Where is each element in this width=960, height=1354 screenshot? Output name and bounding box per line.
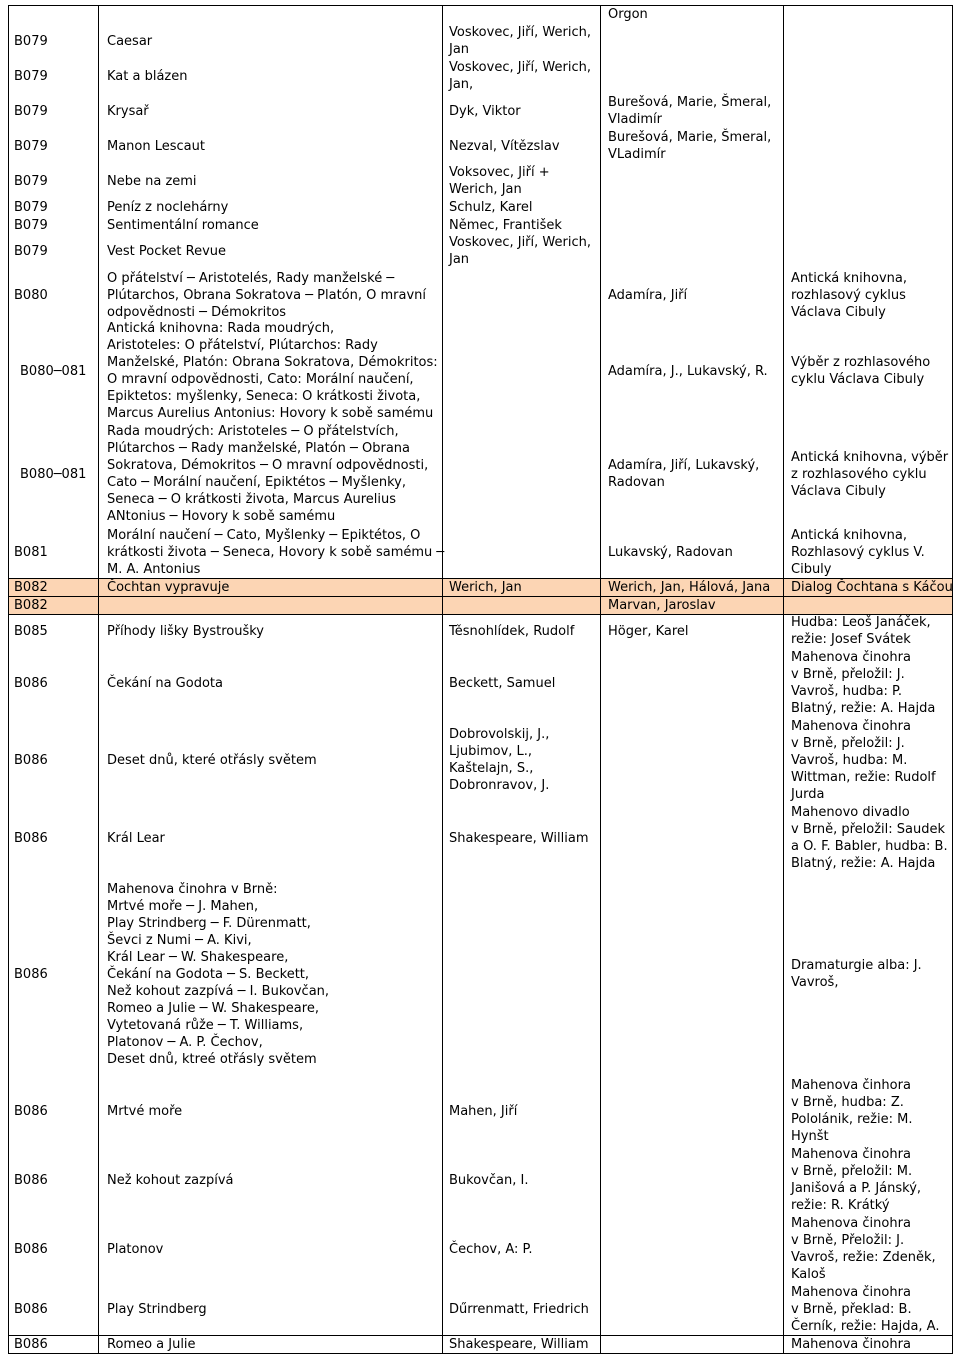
- cell-title: Kat a blázen: [107, 69, 188, 84]
- cell-author: Voksovec, Jiří + Werich, Jan: [449, 165, 550, 197]
- cell-author: Beckett, Samuel: [449, 676, 556, 691]
- cell-note: Antická knihovna, Rozhlasový cyklus V. Cibuly: [791, 528, 925, 577]
- cell-title: Příhody lišky Bystroušky: [107, 624, 264, 639]
- column-divider: [783, 5, 784, 1354]
- cell-title: Deset dnů, které otřásly světem: [107, 753, 317, 768]
- cell-note: Mahenovo divadlo v Brně, přeložil: Saudek a O. F. Babler, hudba: B. Blatný, režie: A. Hajda: [791, 805, 948, 871]
- row-divider: [8, 596, 953, 597]
- cell-title: Mrtvé moře: [107, 1104, 183, 1119]
- cell-title: Rada moudrých: Aristoteles ─ O přátelstvích, Plútarchos ─ Rady manželské, Platón ─ Obrana Sokratova, Démokritos ─ O mravní odpovědnosti, Cato ─ Morální naučení, Epiktétos ─ Myšlenky, Seneca ─ O krátkosti života, Marcus Aurelius ANtonius ─ Hovory k sobě samému: [107, 424, 429, 524]
- cell-title: Král Lear: [107, 831, 165, 846]
- cell-note: Mahenova činohra v Brně, přeložil: J. Vavroš, hudba: P. Blatný, režie: A. Hajda: [791, 650, 936, 716]
- cell-note: Mahenova činohra v Brně, překlad: B. Černík, režie: Hajda, A.: [791, 1285, 940, 1334]
- cell-author: Shakespeare, William: [449, 831, 589, 846]
- cell-code: B086: [14, 753, 48, 768]
- cell-title: Caesar: [107, 34, 153, 49]
- cell-title: Romeo a Julie: [107, 1337, 196, 1352]
- cell-author: Werich, Jan: [449, 580, 522, 595]
- cell-code: B080: [14, 288, 48, 303]
- cell-code: B082: [14, 598, 48, 613]
- cell-title: Manon Lescaut: [107, 139, 205, 154]
- cell-code: B080─081: [20, 467, 87, 482]
- cell-title: O přátelství ─ Aristotelés, Rady manželské ─ Plútarchos, Obrana Sokratova ─ Platón, O mravní odpovědnosti ─ Démokritos: [107, 271, 427, 320]
- cell-note: Mahenova činohra v Brně, Přeložil: J. Vavroš, režie: Zdeněk, Kaloš: [791, 1216, 936, 1282]
- header-cell-orgon: Orgon: [608, 7, 648, 22]
- cell-code: B086: [14, 1242, 48, 1257]
- cell-code: B086: [14, 1302, 48, 1317]
- cell-note: Hudba: Leoš Janáček, režie: Josef Svátek: [791, 615, 931, 647]
- cell-code: B079: [14, 174, 48, 189]
- cell-code: B079: [14, 69, 48, 84]
- cell-author: Voskovec, Jiří, Werich, Jan,: [449, 60, 591, 92]
- cell-author: Mahen, Jiří: [449, 1104, 518, 1119]
- cell-author: Shakespeare, William: [449, 1337, 589, 1352]
- cell-author: Dobrovolskij, J., Ljubimov, L., Kaštelajn, S., Dobronravov, J.: [449, 727, 550, 793]
- cell-performers: Höger, Karel: [608, 624, 689, 639]
- column-divider: [442, 5, 443, 1354]
- cell-performers: Marvan, Jaroslav: [608, 598, 716, 613]
- cell-code: B079: [14, 244, 48, 259]
- cell-code: B086: [14, 1104, 48, 1119]
- cell-author: Čechov, A: P.: [449, 1242, 533, 1257]
- cell-title: Mahenova činohra v Brně: Mrtvé moře ─ J. Mahen, Play Strindberg ─ F. Dürenmatt, Ševci z Numi ─ A. Kivi, Král Lear ─ W. Shakespeare, Čekání na Godota ─ S. Beckett, Než kohout zazpívá ─ I. Bukovčan, Romeo a Julie ─ W. Shakespeare, Vytetovaná růže ─ T. Williams, Platonov ─ A. P. Čechov, Deset dnů, ktreé otřásly světem: [107, 882, 330, 1067]
- cell-performers: Lukavský, Radovan: [608, 545, 733, 560]
- cell-author: Voskovec, Jiří, Werich, Jan: [449, 235, 591, 267]
- cell-note: Mahenova činohra: [791, 1337, 911, 1352]
- cell-title: Play Strindberg: [107, 1302, 207, 1317]
- cell-performers: Adamíra, Jiří: [608, 288, 688, 303]
- cell-note: Výběr z rozhlasového cyklu Václava Cibuly: [791, 355, 931, 387]
- cell-author: Dyk, Viktor: [449, 104, 521, 119]
- cell-code: B086: [14, 1173, 48, 1188]
- cell-author: Schulz, Karel: [449, 200, 533, 215]
- cell-title: Než kohout zazpívá: [107, 1173, 234, 1188]
- cell-note: Antická knihovna, rozhlasový cyklus Václava Cibuly: [791, 271, 907, 320]
- cell-author: Bukovčan, I.: [449, 1173, 529, 1188]
- cell-code: B085: [14, 624, 48, 639]
- cell-code: B079: [14, 139, 48, 154]
- cell-title: Platonov: [107, 1242, 164, 1257]
- cell-title: Morální naučení ─ Cato, Myšlenky ─ Epiktétos, O krátkosti života ─ Seneca, Hovory k sobě samému ─ M. A. Antonius: [107, 528, 445, 577]
- cell-note: Mahenova činohra v Brně, přeložil: J. Vavroš, hudba: M. Wittman, režie: Rudolf Jurda: [791, 719, 936, 802]
- cell-note: Dialog Čochtana s Káčou: [791, 580, 953, 595]
- cell-title: Nebe na zemi: [107, 174, 197, 189]
- cell-performers: Werich, Jan, Hálová, Jana: [608, 580, 771, 595]
- cell-note: Mahenova činhora v Brně, hudba: Z. Pololánik, režie: M. Hynšt: [791, 1078, 913, 1144]
- cell-code: B079: [14, 104, 48, 119]
- cell-code: B079: [14, 200, 48, 215]
- cell-title: Čochtan vypravuje: [107, 580, 230, 595]
- cell-author: Voskovec, Jiří, Werich, Jan: [449, 25, 591, 57]
- cell-author: Nezval, Vítězslav: [449, 139, 560, 154]
- column-divider: [98, 5, 99, 1354]
- cell-note: Antická knihovna, výběr z rozhlasového cyklu Václava Cibuly: [791, 450, 949, 499]
- cell-code: B080─081: [20, 364, 87, 379]
- cell-code: B086: [14, 676, 48, 691]
- cell-title: Čekání na Godota: [107, 676, 223, 691]
- cell-title: Krysař: [107, 104, 149, 119]
- cell-performers: Burešová, Marie, Šmeral, VLadimír: [608, 130, 772, 162]
- cell-title: Vest Pocket Revue: [107, 244, 227, 259]
- column-divider: [600, 5, 601, 1354]
- cell-performers: Adamíra, Jiří, Lukavský, Radovan: [608, 458, 760, 490]
- cell-code: B086: [14, 1337, 48, 1352]
- cell-code: B079: [14, 218, 48, 233]
- cell-code: B086: [14, 967, 48, 982]
- cell-code: B086: [14, 831, 48, 846]
- cell-note: Dramaturgie alba: J. Vavroš,: [791, 958, 922, 990]
- cell-author: Těsnohlídek, Rudolf: [449, 624, 575, 639]
- cell-title: Antická knihovna: Rada moudrých, Aristoteles: O přátelství, Plútarchos: Rady Manželské, Platón: Obrana Sokratova, Démokritos: O mravní odpovědnosti, Cato: Morální naučení, Epiktetos: myšlenky, Seneca: O krátkosti života, Marcus Aurelius Antonius: Hovory k sobě samému: [107, 321, 438, 421]
- cell-author: Němec, František: [449, 218, 562, 233]
- cell-author: Dűrrenmatt, Friedrich: [449, 1302, 589, 1317]
- cell-title: Peníz z noclehárny: [107, 200, 229, 215]
- cell-code: B079: [14, 34, 48, 49]
- cell-title: Sentimentální romance: [107, 218, 259, 233]
- cell-code: B082: [14, 580, 48, 595]
- cell-performers: Adamíra, J., Lukavský, R.: [608, 364, 768, 379]
- cell-code: B081: [14, 545, 48, 560]
- cell-performers: Burešová, Marie, Šmeral, Vladimír: [608, 95, 772, 127]
- cell-note: Mahenova činohra v Brně, přeložil: M. Janišová a P. Jánský, režie: R. Krátký: [791, 1147, 922, 1213]
